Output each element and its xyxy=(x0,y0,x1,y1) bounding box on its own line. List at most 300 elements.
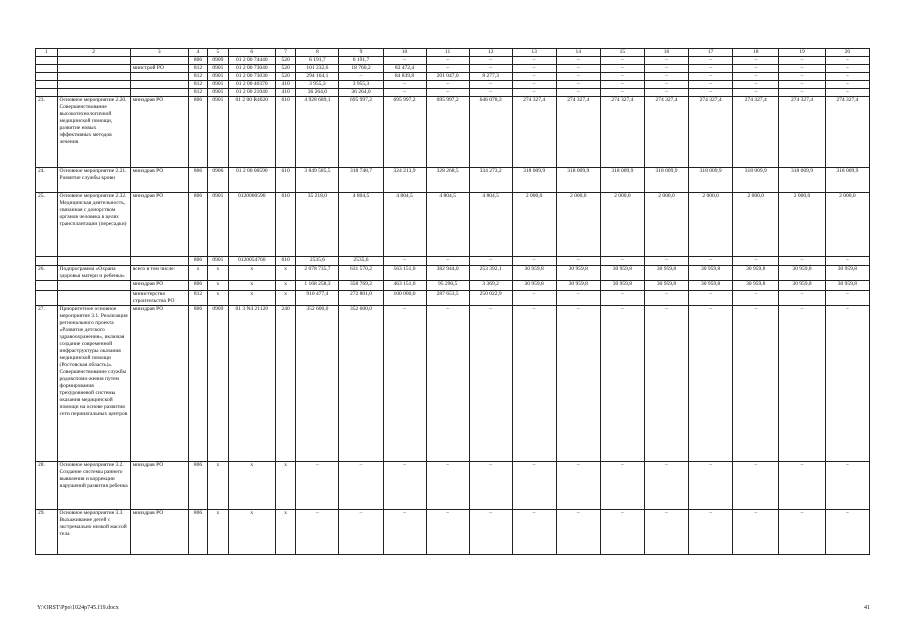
table-cell: 30 959,8 xyxy=(779,266,825,281)
table-cell: 3 955,3 xyxy=(296,81,339,89)
table-cell: – xyxy=(733,73,779,81)
table-cell: – xyxy=(825,81,869,89)
table-cell: 01 2 00 73040 xyxy=(228,65,275,73)
table-cell: – xyxy=(600,57,644,65)
table-cell: 328 268,5 xyxy=(426,168,469,193)
table-cell: – xyxy=(733,306,779,462)
executor: министерство строительства РО xyxy=(130,291,188,306)
table-cell: 610 xyxy=(275,168,295,193)
table-cell: – xyxy=(644,89,688,97)
table-cell: – xyxy=(512,257,556,266)
table-cell: 30 959,8 xyxy=(733,281,779,291)
table-cell: – xyxy=(644,73,688,81)
executor: минздрав РО xyxy=(130,510,188,555)
column-number: 3 xyxy=(130,49,188,57)
table-cell: 0901 xyxy=(208,89,228,97)
table-cell: – xyxy=(469,89,512,97)
row-number xyxy=(36,73,58,81)
table-cell: 806 xyxy=(188,306,207,462)
table-cell: – xyxy=(556,73,600,81)
table-cell: – xyxy=(644,462,688,510)
table-cell: – xyxy=(689,306,733,462)
table-cell: – xyxy=(426,57,469,65)
table-cell: – xyxy=(733,57,779,65)
row-number xyxy=(36,57,58,65)
table-cell: 0901 xyxy=(208,81,228,89)
table-row xyxy=(36,281,870,291)
column-number: 16 xyxy=(644,49,688,57)
table-cell: – xyxy=(825,462,869,510)
table-cell: – xyxy=(689,57,733,65)
table-cell: 30 959,8 xyxy=(512,266,556,281)
table-cell: – xyxy=(779,81,825,89)
table-cell: – xyxy=(600,462,644,510)
table-cell: 01 2 00 40370 xyxy=(228,81,275,89)
table-cell: 4 804,5 xyxy=(383,193,426,257)
table-cell: 274 327,4 xyxy=(733,97,779,168)
table-cell: 272 801,0 xyxy=(339,291,383,306)
table-cell: – xyxy=(779,510,825,555)
table-cell: – xyxy=(512,306,556,462)
table-cell: 30 959,8 xyxy=(825,281,869,291)
table-cell: 0901 xyxy=(208,73,228,81)
row-number xyxy=(36,65,58,73)
table-cell: – xyxy=(469,306,512,462)
table-cell: – xyxy=(469,257,512,266)
measure-name: Основное мероприятие 2.32. Медицинская деятельность, связанная с донорством органов человека в целях трансплантации (пересадки) xyxy=(57,193,130,257)
table-cell: 806 xyxy=(188,97,207,168)
table-cell: 4 928 689,1 xyxy=(296,97,339,168)
table-cell: х xyxy=(275,291,295,306)
table-cell: – xyxy=(689,291,733,306)
budget-table xyxy=(35,48,870,555)
table-cell: х xyxy=(228,266,275,281)
table-cell: – xyxy=(689,510,733,555)
table-cell: – xyxy=(644,81,688,89)
table-cell: 318 748,7 xyxy=(339,168,383,193)
table-cell: – xyxy=(825,89,869,97)
table-cell: 01 2 00 00590 xyxy=(228,168,275,193)
table-cell: – xyxy=(689,65,733,73)
table-cell: 30 959,8 xyxy=(512,281,556,291)
table-cell: – xyxy=(383,306,426,462)
row-number xyxy=(36,81,58,89)
table-cell: 30 959,8 xyxy=(733,266,779,281)
table-cell: 631 570,2 xyxy=(339,266,383,281)
table-cell: 240 xyxy=(275,306,295,462)
table-row xyxy=(36,73,870,81)
table-cell: 0906 xyxy=(208,168,228,193)
table-cell: 806 xyxy=(188,193,207,257)
table-cell: 30 959,8 xyxy=(825,266,869,281)
table-cell: 806 xyxy=(188,510,207,555)
table-cell: – xyxy=(556,81,600,89)
column-number: 18 xyxy=(733,49,779,57)
table-cell: – xyxy=(383,257,426,266)
measure-name xyxy=(57,57,130,65)
table-cell: 324 213,9 xyxy=(383,168,426,193)
table-cell: 812 xyxy=(188,73,207,81)
table-cell: – xyxy=(600,89,644,97)
table-cell: 695 997,2 xyxy=(339,97,383,168)
row-number: 25. xyxy=(36,193,58,257)
table-cell: х xyxy=(228,281,275,291)
table-cell: – xyxy=(556,291,600,306)
table-cell: 01 3 N4 21120 xyxy=(228,306,275,462)
table-cell: х xyxy=(275,510,295,555)
table-cell: – xyxy=(825,57,869,65)
table-cell: – xyxy=(779,462,825,510)
table-cell: – xyxy=(644,291,688,306)
table-cell: – xyxy=(556,462,600,510)
table-cell: – xyxy=(733,89,779,97)
table-cell: 2 000,0 xyxy=(779,193,825,257)
table-cell: 520 xyxy=(275,73,295,81)
table-cell: 30 959,8 xyxy=(556,266,600,281)
column-number: 13 xyxy=(512,49,556,57)
measure-name xyxy=(57,73,130,81)
table-cell: 01 2 00 74440 xyxy=(228,57,275,65)
table-row xyxy=(36,306,870,462)
table-cell: 2 000,0 xyxy=(733,193,779,257)
table-row xyxy=(36,89,870,97)
table-row xyxy=(36,266,870,281)
table-cell: – xyxy=(556,306,600,462)
table-cell: – xyxy=(426,81,469,89)
row-number xyxy=(36,89,58,97)
column-number: 9 xyxy=(339,49,383,57)
table-cell: – xyxy=(426,257,469,266)
table-cell: 695 997,2 xyxy=(383,97,426,168)
column-number: 15 xyxy=(600,49,644,57)
table-cell: 4 804,5 xyxy=(339,193,383,257)
table-cell: – xyxy=(426,306,469,462)
file-path: Y:\ORST\Ppo\1024p745.f19.docx xyxy=(37,605,119,611)
table-cell: – xyxy=(512,89,556,97)
row-number xyxy=(36,257,58,266)
table-cell: 318 009,9 xyxy=(779,168,825,193)
table-cell: 100 000,0 xyxy=(383,291,426,306)
table-cell: – xyxy=(426,65,469,73)
measure-name xyxy=(57,81,130,89)
table-cell: – xyxy=(644,57,688,65)
measure-name xyxy=(57,257,130,266)
row-number xyxy=(36,291,58,306)
table-row xyxy=(36,510,870,555)
table-cell: – xyxy=(733,65,779,73)
row-number xyxy=(36,281,58,291)
table-cell: 0901 xyxy=(208,257,228,266)
table-cell: – xyxy=(779,257,825,266)
table-cell: 0909 xyxy=(208,306,228,462)
table-cell: – xyxy=(689,81,733,89)
table-cell: 3 955,3 xyxy=(339,81,383,89)
table-cell: 520 xyxy=(275,65,295,73)
executor: минздрав РО xyxy=(130,97,188,168)
table-cell: 0120000590 xyxy=(228,193,275,257)
table-cell: – xyxy=(733,462,779,510)
column-number: 8 xyxy=(296,49,339,57)
table-cell: 6 191,7 xyxy=(339,57,383,65)
measure-name: Подпрограмма «Охрана здоровья матери и ребенка» xyxy=(57,266,130,281)
table-cell: 563 151,0 xyxy=(383,266,426,281)
table-cell: – xyxy=(469,57,512,65)
table-cell: 01 2 00 73030 xyxy=(228,73,275,81)
table-cell: 318 009,9 xyxy=(825,168,869,193)
table-cell: – xyxy=(339,462,383,510)
table-cell: – xyxy=(600,306,644,462)
table-cell: 30 959,8 xyxy=(644,266,688,281)
table-cell: 2 000,0 xyxy=(689,193,733,257)
table-cell: 2 000,0 xyxy=(644,193,688,257)
table-cell: 35 218,0 xyxy=(296,193,339,257)
table-cell: – xyxy=(779,306,825,462)
table-cell: – xyxy=(600,73,644,81)
table-cell: 84 839,8 xyxy=(383,73,426,81)
table-cell: – xyxy=(296,510,339,555)
table-cell: – xyxy=(512,291,556,306)
table-cell: – xyxy=(779,65,825,73)
table-row xyxy=(36,97,870,168)
table-cell: – xyxy=(689,462,733,510)
row-number: 27. xyxy=(36,306,58,462)
table-cell: 250 022,9 xyxy=(469,291,512,306)
table-cell: 910 477,4 xyxy=(296,291,339,306)
table-cell: – xyxy=(689,257,733,266)
table-row xyxy=(36,462,870,510)
table-cell: 274 327,4 xyxy=(825,97,869,168)
table-cell: – xyxy=(779,73,825,81)
column-number: 5 xyxy=(208,49,228,57)
table-cell: – xyxy=(512,510,556,555)
table-cell: 274 327,4 xyxy=(689,97,733,168)
table-cell: 82 472,4 xyxy=(383,65,426,73)
table-cell: – xyxy=(644,510,688,555)
table-cell: 0901 xyxy=(208,193,228,257)
executor: всего в том числе: xyxy=(130,266,188,281)
column-number: 19 xyxy=(779,49,825,57)
table-cell: х xyxy=(228,291,275,306)
table-cell: 382 944,0 xyxy=(426,266,469,281)
table-cell: – xyxy=(556,510,600,555)
table-cell: – xyxy=(383,89,426,97)
table-cell: х xyxy=(228,510,275,555)
table-cell: 36 264,0 xyxy=(339,89,383,97)
row-number: 29. xyxy=(36,510,58,555)
table-cell: х xyxy=(208,462,228,510)
table-cell: – xyxy=(644,257,688,266)
column-number: 11 xyxy=(426,49,469,57)
table-cell: 358 769,2 xyxy=(339,281,383,291)
table-cell: 318 009,9 xyxy=(600,168,644,193)
table-cell: 30 959,8 xyxy=(600,266,644,281)
column-number: 10 xyxy=(383,49,426,57)
table-cell: – xyxy=(556,57,600,65)
table-cell: – xyxy=(556,65,600,73)
table-cell: – xyxy=(512,462,556,510)
table-cell: 695 997,2 xyxy=(426,97,469,168)
column-number: 4 xyxy=(188,49,207,57)
table-cell: 812 xyxy=(188,65,207,73)
measure-name xyxy=(57,291,130,306)
table-cell: – xyxy=(339,510,383,555)
table-cell: – xyxy=(733,257,779,266)
table-cell: 352 600,0 xyxy=(296,306,339,462)
table-cell: 806 xyxy=(188,57,207,65)
table-cell: 6 191,7 xyxy=(296,57,339,65)
executor: минздрав РО xyxy=(130,193,188,257)
executor: минздрав РО xyxy=(130,168,188,193)
column-number: 14 xyxy=(556,49,600,57)
table-cell: 274 327,4 xyxy=(556,97,600,168)
table-cell: – xyxy=(600,257,644,266)
measure-name xyxy=(57,65,130,73)
executor xyxy=(130,73,188,81)
measure-name xyxy=(57,89,130,97)
table-cell: – xyxy=(825,291,869,306)
table-cell: 610 xyxy=(275,193,295,257)
table-cell: 646 078,3 xyxy=(469,97,512,168)
column-number: 1 xyxy=(36,49,58,57)
table-cell: – xyxy=(383,57,426,65)
table-cell: – xyxy=(469,462,512,510)
row-number: 24. xyxy=(36,168,58,193)
table-cell: – xyxy=(339,73,383,81)
table-cell: – xyxy=(383,81,426,89)
table-cell: 610 xyxy=(275,97,295,168)
executor: минздрав РО xyxy=(130,306,188,462)
column-number: 7 xyxy=(275,49,295,57)
table-cell: 274 327,4 xyxy=(779,97,825,168)
table-cell: 410 xyxy=(275,81,295,89)
table-cell: 36 264,0 xyxy=(296,89,339,97)
table-row xyxy=(36,193,870,257)
table-cell: х xyxy=(275,462,295,510)
table-cell: 2 078 735,7 xyxy=(296,266,339,281)
table-cell: х xyxy=(208,281,228,291)
table-cell: 610 xyxy=(275,257,295,266)
table-cell: 253 392,1 xyxy=(469,266,512,281)
table-cell: 30 959,8 xyxy=(689,281,733,291)
table-cell: 2 000,0 xyxy=(512,193,556,257)
table-cell: 2 000,0 xyxy=(825,193,869,257)
measure-name xyxy=(57,281,130,291)
document-sheet xyxy=(35,48,870,555)
table-cell: – xyxy=(383,462,426,510)
table-cell: 30 959,8 xyxy=(779,281,825,291)
table-cell: 806 xyxy=(188,462,207,510)
table-cell: 8 277,3 xyxy=(469,73,512,81)
executor xyxy=(130,89,188,97)
table-cell: 01 2 00 R4020 xyxy=(228,97,275,168)
table-cell: – xyxy=(600,65,644,73)
row-number: 23. xyxy=(36,97,58,168)
table-cell: – xyxy=(512,81,556,89)
table-row xyxy=(36,168,870,193)
table-cell: – xyxy=(689,89,733,97)
executor xyxy=(130,257,188,266)
table-cell: 95 290,5 xyxy=(426,281,469,291)
table-cell: 806 xyxy=(188,168,207,193)
column-number: 12 xyxy=(469,49,512,57)
row-number: 26. xyxy=(36,266,58,281)
table-cell: 334 273,2 xyxy=(469,168,512,193)
table-cell: 3 369,2 xyxy=(469,281,512,291)
table-cell: х xyxy=(208,510,228,555)
table-cell: 101 232,6 xyxy=(296,65,339,73)
table-cell: 318 009,9 xyxy=(689,168,733,193)
table-cell: 1 168 258,3 xyxy=(296,281,339,291)
table-cell: 01 2 00 21040 xyxy=(228,89,275,97)
table-cell: 2535,6 xyxy=(296,257,339,266)
table-cell: – xyxy=(733,81,779,89)
executor xyxy=(130,57,188,65)
table-cell: х xyxy=(208,291,228,306)
table-row xyxy=(36,81,870,89)
table-cell: – xyxy=(825,73,869,81)
table-cell: 18 760,2 xyxy=(339,65,383,73)
table-cell: – xyxy=(733,510,779,555)
table-cell: 2 000,0 xyxy=(600,193,644,257)
table-cell: – xyxy=(469,81,512,89)
table-cell: 2535,6 xyxy=(339,257,383,266)
table-cell: х xyxy=(275,266,295,281)
table-cell: 0120054760 xyxy=(228,257,275,266)
table-cell: 30 959,8 xyxy=(689,266,733,281)
table-cell: 30 959,8 xyxy=(600,281,644,291)
column-number: 6 xyxy=(228,49,275,57)
table-cell: 30 959,8 xyxy=(644,281,688,291)
column-number: 17 xyxy=(689,49,733,57)
table-cell: – xyxy=(825,65,869,73)
table-row xyxy=(36,257,870,266)
table-cell: 4 804,5 xyxy=(426,193,469,257)
table-cell: – xyxy=(512,65,556,73)
executor: минздрав РО xyxy=(130,281,188,291)
table-cell: х xyxy=(208,266,228,281)
measure-name: Основное мероприятие 2.20. Совершенствование высокотехнологичной медицинской помощи, развитие новых эффективных методов лечения xyxy=(57,97,130,168)
executor: минстрой РО xyxy=(130,65,188,73)
row-number: 28. xyxy=(36,462,58,510)
table-cell: – xyxy=(426,89,469,97)
table-cell: – xyxy=(733,291,779,306)
table-cell: – xyxy=(383,510,426,555)
table-cell: 3 849 585,5 xyxy=(296,168,339,193)
table-row xyxy=(36,65,870,73)
table-cell: 812 xyxy=(188,81,207,89)
table-row xyxy=(36,57,870,65)
table-cell: 812 xyxy=(188,89,207,97)
table-cell: – xyxy=(689,73,733,81)
table-cell: – xyxy=(512,73,556,81)
table-cell: 806 xyxy=(188,281,207,291)
table-cell: 294 164,1 xyxy=(296,73,339,81)
table-cell: 318 009,9 xyxy=(644,168,688,193)
table-cell: 4 804,5 xyxy=(469,193,512,257)
measure-name: Приоритетное основное мероприятие 3.1. Реализация регионального проекта «Развитие детского здравоохранения», включая создание современной инфраструктуры оказания медицинской помощи (Ростовская область)». Совершенствование службы родовспомо-жения путем формирования трехуровневой системы оказания медицинской помощи на основе развития сети перинатальных центров xyxy=(57,306,130,462)
table-cell: – xyxy=(556,89,600,97)
table-cell: 463 151,0 xyxy=(383,281,426,291)
table-cell: – xyxy=(600,81,644,89)
table-cell: 274 327,4 xyxy=(512,97,556,168)
table-cell: – xyxy=(469,510,512,555)
page-number: 41 xyxy=(864,605,870,611)
table-cell: 274 327,4 xyxy=(644,97,688,168)
table-cell: 806 xyxy=(188,257,207,266)
table-cell: 30 959,8 xyxy=(556,281,600,291)
table-cell: – xyxy=(825,510,869,555)
table-cell: – xyxy=(825,306,869,462)
